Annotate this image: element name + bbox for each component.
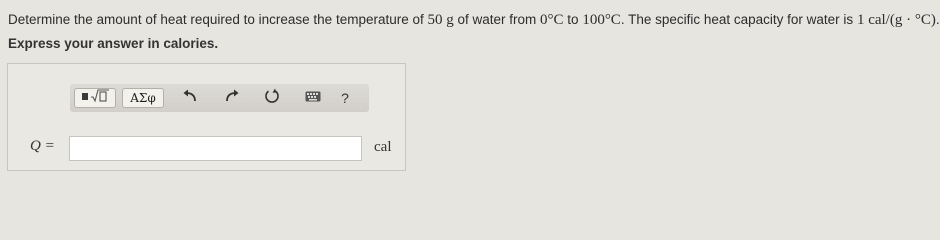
help-button[interactable]: ? [341, 90, 349, 106]
question-text [8, 10, 940, 30]
question-part-1: Determine the amount of heat required to increase the temperature of [8, 12, 428, 27]
greek-symbols-button[interactable]: ΑΣφ [122, 88, 164, 108]
math-toolbar [70, 84, 369, 112]
answer-instruction: Express your answer in calories. [8, 36, 219, 51]
undo-button[interactable] [180, 89, 200, 107]
keyboard-icon [305, 89, 321, 107]
question-part-4: . The specific heat capacity for water is [620, 12, 857, 27]
question-part-3: to [563, 12, 583, 27]
mass-value: 50 g [427, 12, 454, 28]
answer-unit: cal [374, 139, 392, 155]
specific-heat-capacity: 1 cal/(g · °C) [856, 12, 936, 28]
redo-button[interactable] [222, 89, 242, 107]
redo-icon [224, 89, 240, 108]
reset-button[interactable] [262, 89, 282, 107]
start-temperature: 0°C [540, 12, 564, 28]
templates-button[interactable] [74, 88, 116, 108]
keyboard-button[interactable] [303, 89, 323, 107]
answer-variable-label: Q = [30, 138, 55, 154]
answer-input[interactable] [69, 136, 362, 161]
question-part-2: of water from [453, 12, 541, 27]
question-part-5: . [935, 12, 940, 27]
end-temperature: 100°C [582, 12, 621, 28]
answer-panel [7, 63, 406, 171]
reset-icon [264, 88, 280, 109]
undo-icon [182, 89, 198, 108]
templates-icon [80, 89, 110, 108]
